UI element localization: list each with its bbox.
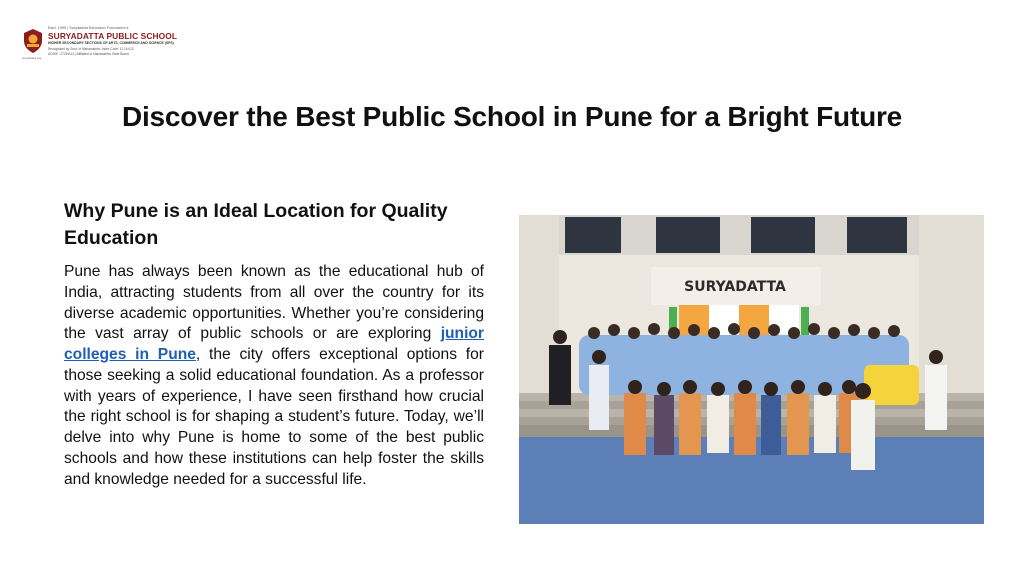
logo-udise-line: UDISE : 27251114 | Affiliated to Maharashtra State Board [48,52,129,56]
paragraph-text-after-link: , the city offers exceptional options for those seeking a solid educational foundation. As a professor with years of experience, I have seen firsthand how crucial the right school is for shaping a student’s future. Today, we’ll delve into why Pune is home to some of the best public schools and how these institutions can help foster the skills and knowledge needed for a successful life. [64,346,484,488]
logo-subtitle: HIGHER SECONDARY SECTIONS OF ARTS, COMMERCE AND SCIENCE (SPS) [48,41,174,45]
building-sign-text: SURYADATTA [684,279,786,295]
page-title: Discover the Best Public School in Pune for a Bright Future [121,101,903,132]
school-group-photo [519,215,984,524]
section-heading: Why Pune is an Ideal Location for Quality Education [64,200,448,249]
logo-school-name: SURYADATTA PUBLIC SCHOOL [48,31,178,41]
school-photo-illustration [519,215,984,524]
logo-top-line: Estd. 1999 | Suryadatta Education Foundation's [48,26,129,30]
school-logo[interactable] [22,22,182,62]
junior-colleges-link[interactable]: junior colleges in Pune [64,325,484,363]
logo-recognition-line: Recognised by Govt. of Maharashtra, Index Code: 11.15.012 [48,47,134,51]
paragraph-text-before-link: Pune has always been known as the educational hub of India, attracting students from all over the country for its diverse academic opportunities. Whether you’re considering the vast array of public schools or are exploring [64,263,484,343]
school-emblem-icon [22,28,44,54]
section-paragraph [64,262,484,490]
logo-website: suryadatta.org [22,56,42,60]
